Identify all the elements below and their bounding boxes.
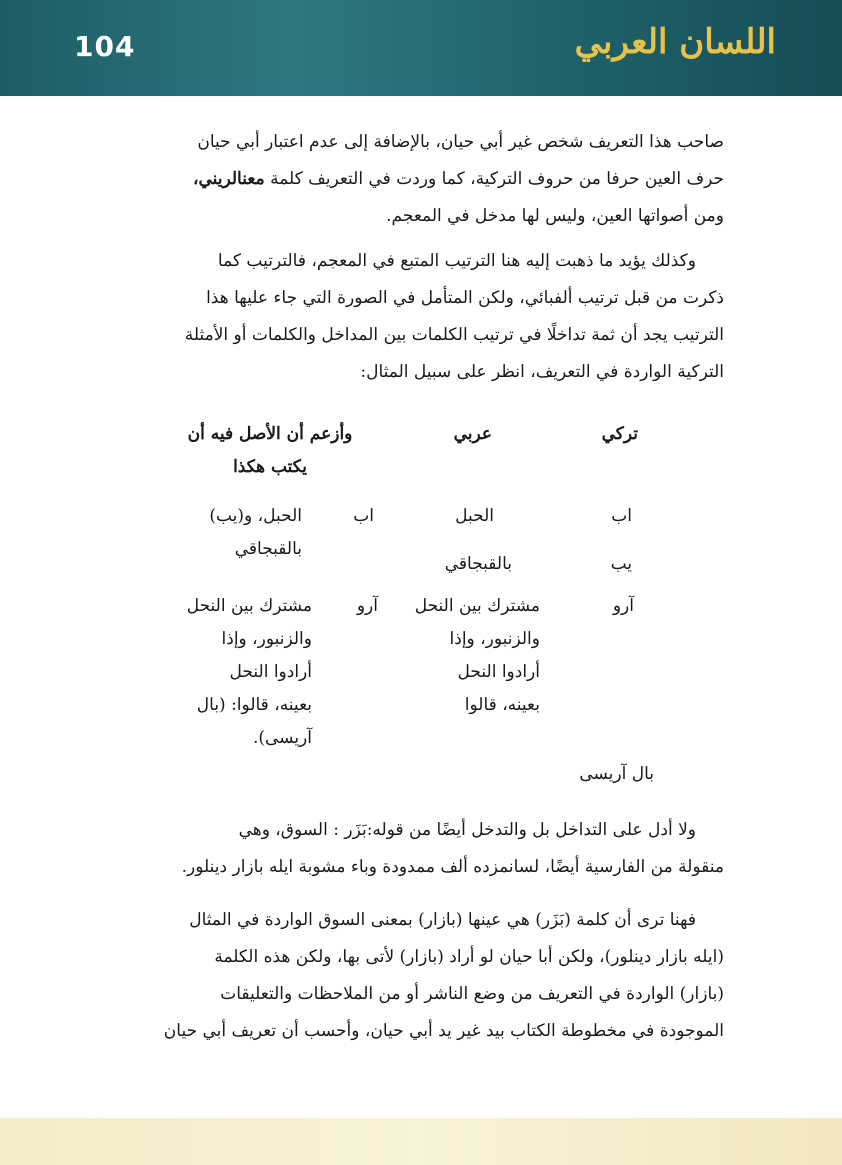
row2-turkish: يب xyxy=(610,554,632,574)
text-line: ولا أدل على التداخل بل والتدخل أيضًا من قوله:بَزَر : السوق، وهي xyxy=(238,820,696,840)
header-turkish: تركي xyxy=(601,424,638,444)
cell-line: والزنبور، وإذا xyxy=(449,629,540,649)
row1-key: اب xyxy=(353,506,374,526)
text-line: صاحب هذا التعريف شخص غير أبي حيان، بالإضافة إلى عدم اعتبار أبي حيان xyxy=(197,132,724,152)
row1-arabic: الحبل xyxy=(455,506,494,526)
journal-logo: اللسان العربي xyxy=(574,22,776,62)
row1-proposed xyxy=(209,500,302,566)
cell-line: أرادوا النحل xyxy=(457,662,540,682)
header-line: وأزعم أن الأصل فيه أن xyxy=(187,424,353,444)
text-line: (ايله بازار دينلور)، ولكن أبا حيان لو أراد (بازار) لأتى بها، ولكن هذه الكلمة xyxy=(214,947,724,967)
text-line: منقولة من الفارسية أيضًا، لسانمزده ألف ممدودة وباء مشوبة ايله بازار دينلور. xyxy=(181,857,724,877)
row1-turkish: اب xyxy=(611,506,632,526)
row2-arabic: بالقبجاقي xyxy=(444,554,512,574)
row3-proposed xyxy=(187,590,312,755)
cell-line: آريسى). xyxy=(252,728,312,748)
bold-term: معنالريني، xyxy=(192,169,265,189)
text-line: (بازار) الواردة في التعريف من وضع الناشر أو من الملاحظات والتعليقات xyxy=(220,984,724,1004)
cell-line: الحبل، و(يب) xyxy=(209,506,302,526)
header-proposed xyxy=(170,418,370,484)
cell-line: أرادوا النحل xyxy=(229,662,312,682)
paragraph-4 xyxy=(118,902,724,1050)
comparison-table xyxy=(150,412,670,792)
text-span: حرف العين حرفا من حروف التركية، كما وردت في التعريف كلمة xyxy=(264,169,724,189)
row3-arabic xyxy=(415,590,540,722)
paragraph-1 xyxy=(118,124,724,235)
cell-line: بالقبجاقي xyxy=(234,539,302,559)
text-line xyxy=(118,161,724,198)
paragraph-2 xyxy=(118,243,724,391)
text-line: ومن أصواتها العين، وليس لها مدخل في المعجم. xyxy=(386,206,724,226)
cell-line: مشترك بين النحل xyxy=(186,596,312,616)
text-line: وكذلك يؤيد ما ذهبت إليه هنا الترتيب المتبع في المعجم، فالترتيب كما xyxy=(217,251,696,271)
row3-turkish: آرو xyxy=(612,596,634,616)
text-line: التركية الواردة في التعريف، انظر على سبيل المثال: xyxy=(360,362,724,382)
cell-line: بعينه، قالوا xyxy=(464,695,540,715)
page-footer-band xyxy=(0,1118,842,1165)
row3-key: آرو xyxy=(356,596,378,616)
row4-turkish: بال آريسى xyxy=(579,764,654,784)
text-line: الترتيب يجد أن ثمة تداخلًا في ترتيب الكلمات بين المداخل والكلمات أو الأمثلة xyxy=(184,325,724,345)
text-line: فهنا ترى أن كلمة (بَزَر) هي عينها (بازار) بمعنى السوق الواردة في المثال xyxy=(189,910,696,930)
article-body-continued xyxy=(118,812,724,1050)
page-number: 104 xyxy=(74,30,136,63)
article-body xyxy=(118,124,724,391)
paragraph-3 xyxy=(118,812,724,886)
cell-line: مشترك بين النحل xyxy=(414,596,540,616)
header-line: يكتب هكذا xyxy=(233,457,307,477)
cell-line: والزنبور، وإذا xyxy=(221,629,312,649)
text-line: الموجودة في مخطوطة الكتاب بيد غير يد أبي حيان، وأحسب أن تعريف أبي حيان xyxy=(163,1021,724,1041)
header-arabic: عربي xyxy=(453,424,492,444)
cell-line: بعينه، قالوا: (بال xyxy=(196,695,312,715)
page-header xyxy=(0,0,842,96)
text-line: ذكرت من قبل ترتيب ألفبائي، ولكن المتأمل في الصورة التي جاء عليها هذا xyxy=(206,288,724,308)
